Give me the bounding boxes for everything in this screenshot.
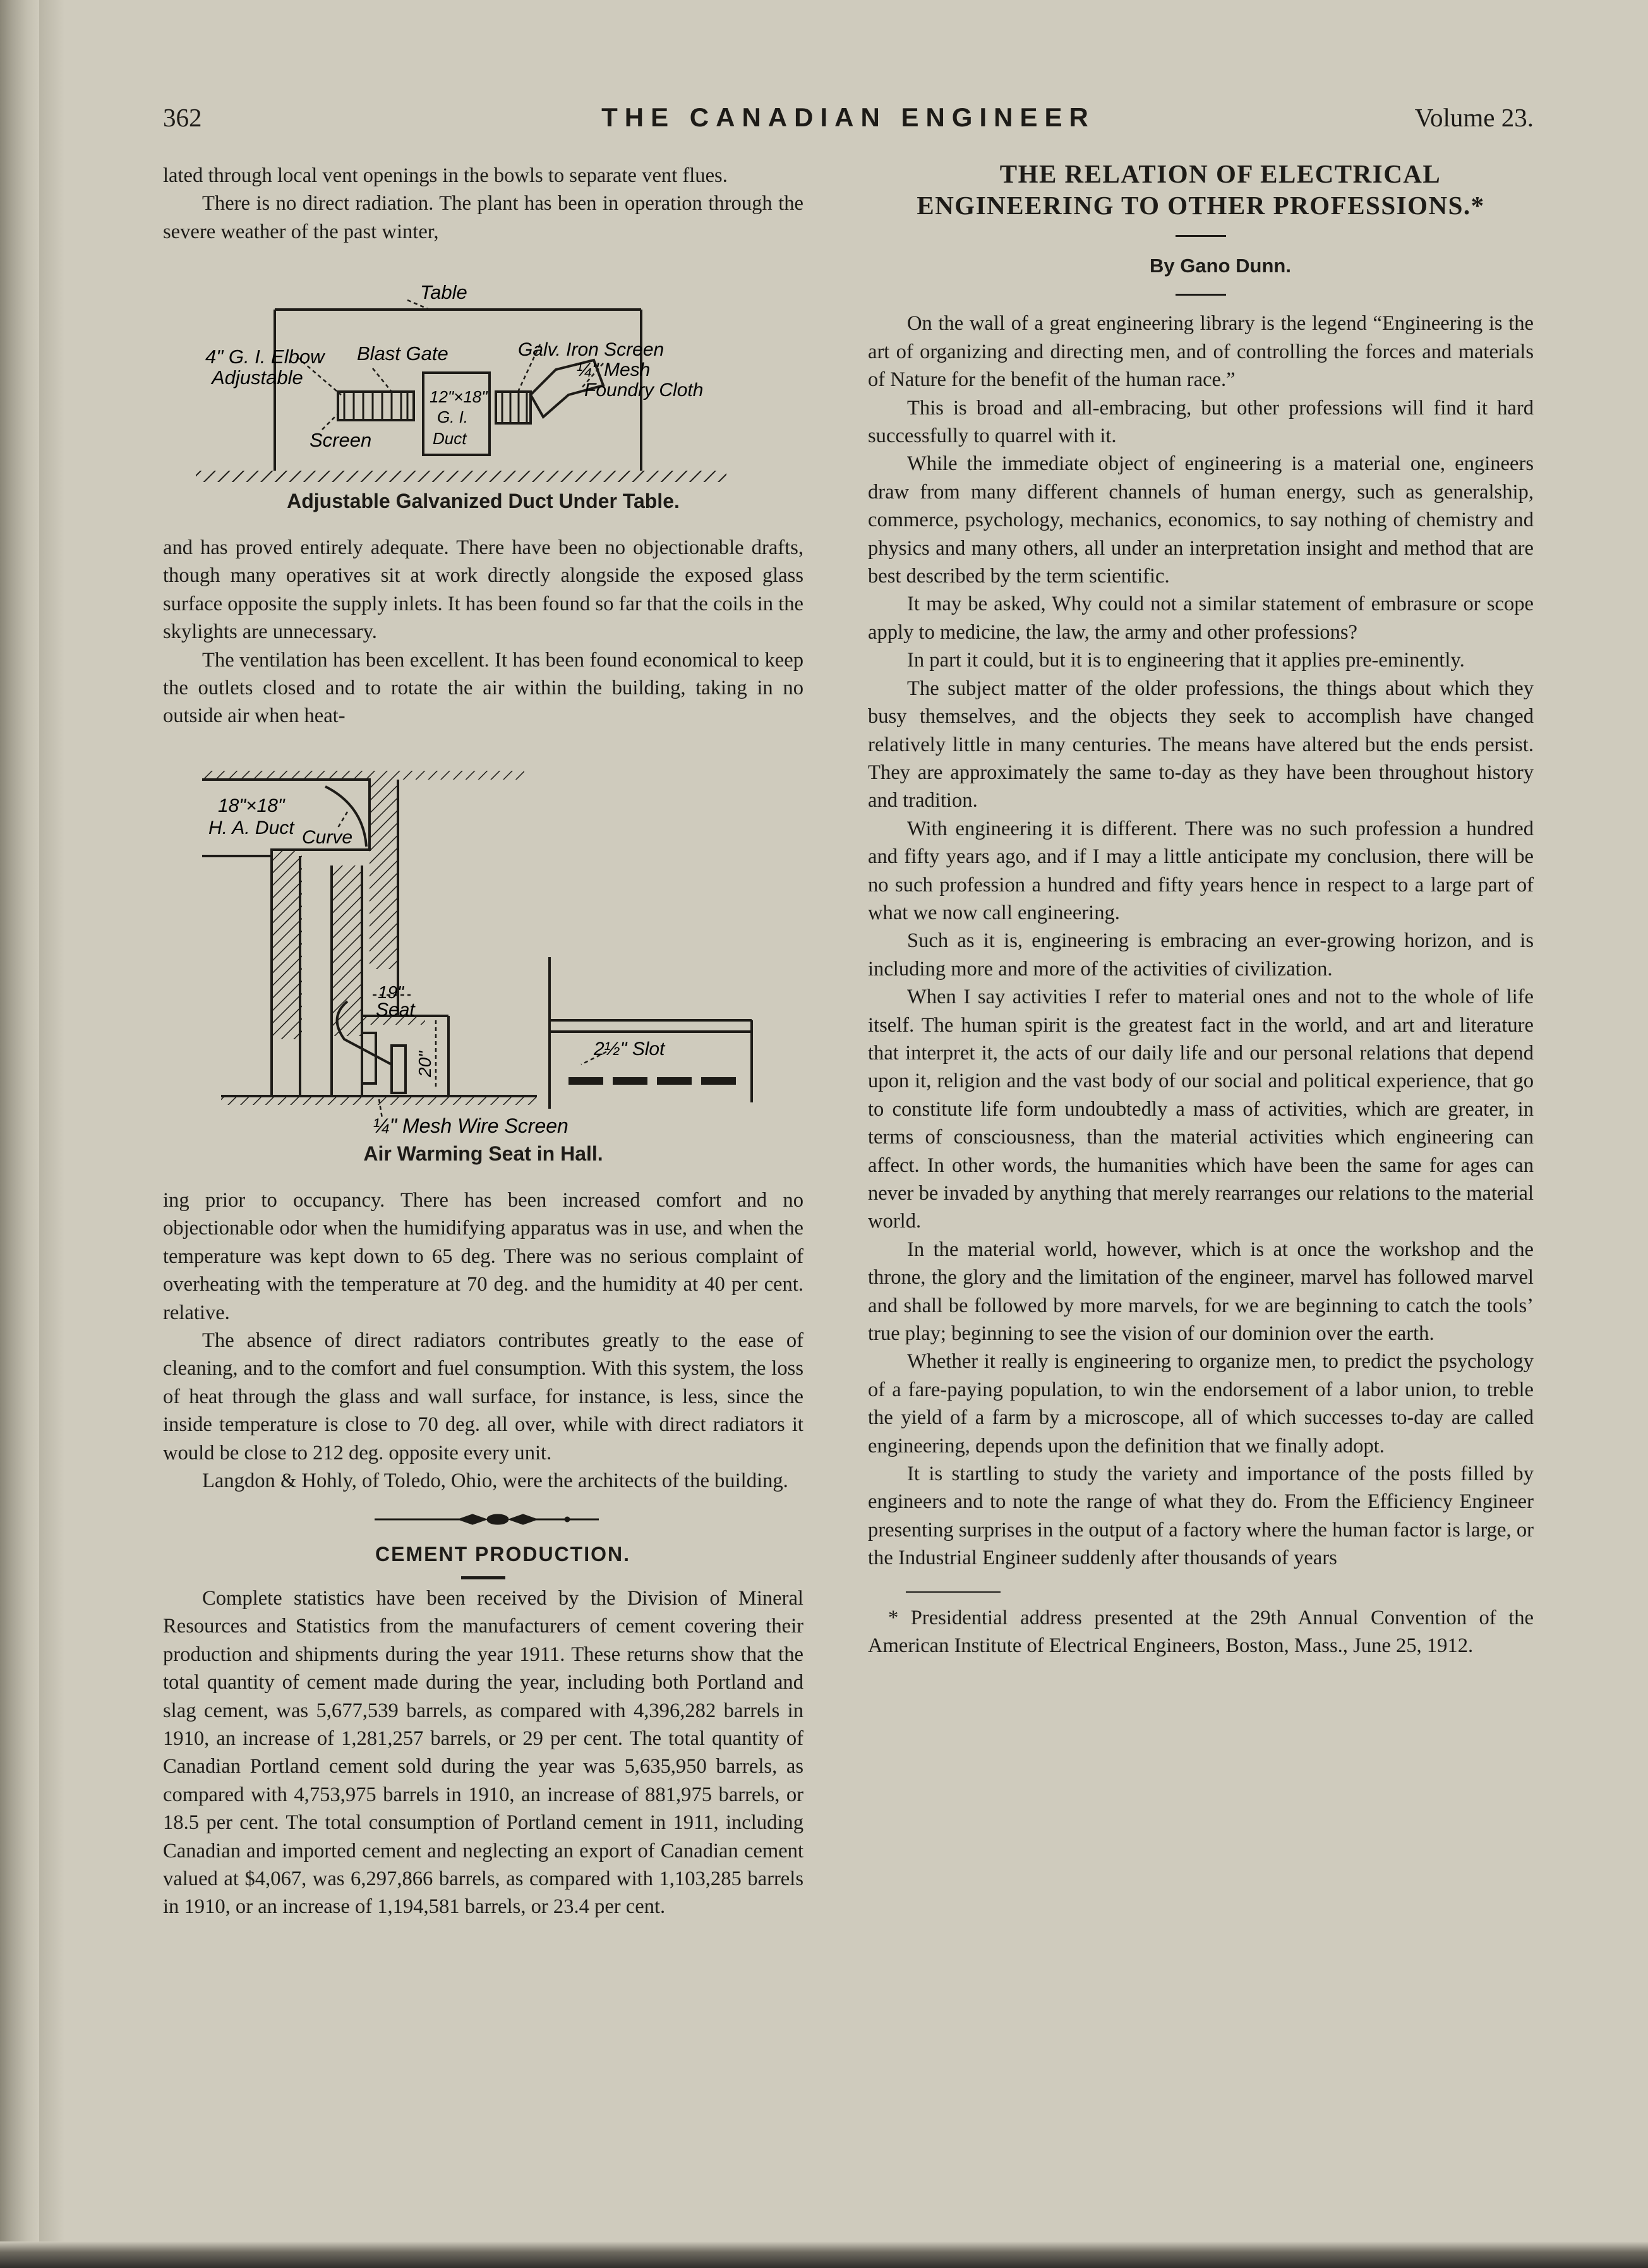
figure-air-warming-seat [202,768,771,1140]
article-title: THE RELATION OF ELECTRICAL ENGINEERING TO OTHER PROFESSIONS.* [917,159,1485,220]
page-header [163,102,1534,140]
paragraph: ing prior to occupancy. There has been increased comfort and no objectionable odor when the humidifying apparatus was in use, and when the temperature was kept down to 65 deg. There was no serious complaint of overheating with the temperature at 70 deg. and the humidity at 40 per cent. relative. [163,1189,803,1324]
title-rule [461,1576,505,1579]
paragraph: While the immediate object of engineering is a material one, engineers draw from many different channels of human energy, such as generalship, commerce, psychology, mechanics, economics, to say nothing of chemistry and physics and many others, all under an interpretation insight and method that are best described by the term scientific. [868,452,1534,588]
book-spine-shadow [0,0,39,2268]
label-blast-gate: Blast Gate [357,342,448,365]
book-gutter [39,0,64,2268]
label-mesh-screen: ¼" Mesh Wire Screen [373,1114,568,1137]
paragraph: This is broad and all-embracing, but other professions will find it hard successfully to quarrel with it. [868,396,1534,448]
label-adjustable: Adjustable [212,366,303,389]
paragraph: The subject matter of the older professions, the things about which they busy themselves, and the objects they seek to accomplish have changed relatively little in many centuries. The means have altered but the ends persist. They are approximately the same to-day as they have been throughout history and tradition. [868,677,1534,812]
label-ha-duct: H. A. Duct [208,817,294,838]
left-column-middle [163,534,803,730]
label-galv-screen: Galv. Iron Screen [518,339,665,360]
label-curve: Curve [302,827,353,848]
volume-label: Volume 23. [1414,103,1534,132]
ornamental-divider [163,1504,803,1535]
figure-caption: Adjustable Galvanized Duct Under Table. [287,490,680,512]
label-duct: Duct [433,429,467,448]
paragraph: With engineering it is different. There was no such profession a hundred and fifty years ago, and if I may a little anticipate my conclusion, there will be no such profession a hundred and fifty years hence in respect to a large part of what we now call engineering. [868,817,1534,924]
footnote-rule [906,1591,1001,1593]
label-elbow: 4" G. I. Elbow [205,346,325,368]
figure-caption: Air Warming Seat in Hall. [363,1142,603,1165]
paragraph: The absence of direct radiators contributes greatly to the ease of cleaning, and to the comfort and fuel consumption. With this system, the loss of heat through the glass and wall surface, for instance, is less, since the inside temperature is close to 70 deg. all over, while with direct radiators it would be close to 212 deg. opposite every unit. [163,1329,803,1464]
page-bottom-edge [0,2241,1648,2268]
label-duct-size: 18"×18" [218,795,285,816]
title-rule [1176,235,1226,237]
paragraph: and has proved entirely adequate. There have been no objectionable drafts, though many operatives sit at work directly alongside the exposed glass surface opposite the supply inlets. It has been found so far that the coils in the skylights are unnecessary. [163,536,803,644]
label-slot: 2½" Slot [594,1039,665,1059]
paragraph: In part it could, but it is to engineering that it applies pre-eminently. [907,649,1465,672]
label-table: Table [420,281,467,303]
paragraph: In the material world, however, which is at once the workshop and the throne, the glory and the limitation of the engineer, marvel has followed marvel and shall be followed by more marvels, for we are beginning to catch the tools’ true play; beginning to see the vision of our dominion over the earth. [868,1238,1534,1346]
left-column-top [163,162,803,246]
paragraph: It may be asked, Why could not a similar statement of embrasure or scope apply to medicine, the law, the army and other professions? [868,593,1534,644]
article-byline: By Gano Dunn. [1150,255,1291,277]
label-dim-20: 20" [415,1051,435,1077]
paragraph: lated through local vent openings in the bowls to separate vent flues. [163,164,728,187]
figure-duct-under-table [189,281,733,490]
paragraph: Whether it really is engineering to organize men, to predict the psychology of a fare-paying population, to win the endorsement of a labor union, to treble the yield of a farm by a microscope, all of which successes to-day are called engineering, depends upon the definition that we finally adopt. [868,1350,1534,1457]
paragraph: On the wall of a great engineering library is the legend “Engineering is the art of organizing and directing men, and of controlling the forces and materials of Nature for the benefit of the human race.” [868,312,1534,392]
label-mesh: ¼" Mesh [576,359,651,380]
byline-rule [1176,294,1226,296]
paragraph: The ventilation has been excellent. It has been found economical to keep the outlets closed and to rotate the air within the building, taking in no outside air when heat- [163,648,803,728]
paragraph: When I say activities I refer to material ones and not to the whole of life itself. The human spirit is the greatest fact in the world, and art and literature that interpret it, the acts of our daily life and our personal relations that depend upon it, religion and the vast body of our social and political experience, that go to constitute life form undoubtedly a mass of activities, which are greater, in terms of consciousness, than the material activities which engineering can affect. In other words, the humanities which have been the same for ages can never be invaded by anything that merely rearranges our relations to the material world. [868,986,1534,1233]
paragraph: Complete statistics have been received by the Division of Mineral Resources and Statistics from the manufacturers of cement covering their production and shipments during the year 1911. These returns show that the total quantity of cement made during the year, including both Portland and slag cement, was 5,677,539 barrels, as compared with 4,396,282 barrels in 1910, an increase of 1,281,257 barrels, or 29 per cent. The total quantity of Canadian Portland cement sold during the year was 5,635,950 barrels, as compared with 4,753,975 barrels in 1910, an increase of 881,975 barrels, or 18.5 per cent. The total consumption of Portland cement in 1911, including Canadian and imported cement and neglecting an export of Canadian cement valued at $4,067, was 6,297,866 barrels, as compared with 1,103,285 barrels in 1910, or an increase of 1,194,581 barrels, or 23.4 per cent. [163,1586,803,1919]
label-screen: Screen [310,429,372,451]
label-foundry-cloth: Foundry Cloth [584,380,704,401]
paragraph: There is no direct radiation. The plant has been in operation through the severe weather of the past winter, [163,192,803,243]
label-duct-size: 12"×18" [430,387,488,406]
paragraph: Langdon & Hohly, of Toledo, Ohio, were the architects of the building. [202,1469,788,1493]
left-column-bottom [163,1186,803,1921]
footnote: * Presidential address presented at the 29th Annual Convention of the American Institute of Electrical Engineers, Boston, Mass., June 25, 1912. [868,1606,1534,1658]
paragraph: It is startling to study the variety and importance of the posts filled by engineers and to note the range of what they do. From the Efficiency Engineer presenting surprises in the output of a factory where the human factor is large, or the Industrial Engineer suddenly after thousands of years [868,1463,1534,1570]
paragraph: Such as it is, engineering is embracing an ever-growing horizon, and is including more and more of the activities of civilization. [868,929,1534,980]
label-duct-gi: G. I. [437,407,469,426]
label-dim-19: 19" [378,982,404,1002]
section-title: CEMENT PRODUCTION. [375,1543,630,1566]
label-seat: Seat [376,999,415,1020]
right-column [868,158,1534,1660]
page-number: 362 [163,103,202,132]
journal-title: THE CANADIAN ENGINEER [601,102,1095,132]
